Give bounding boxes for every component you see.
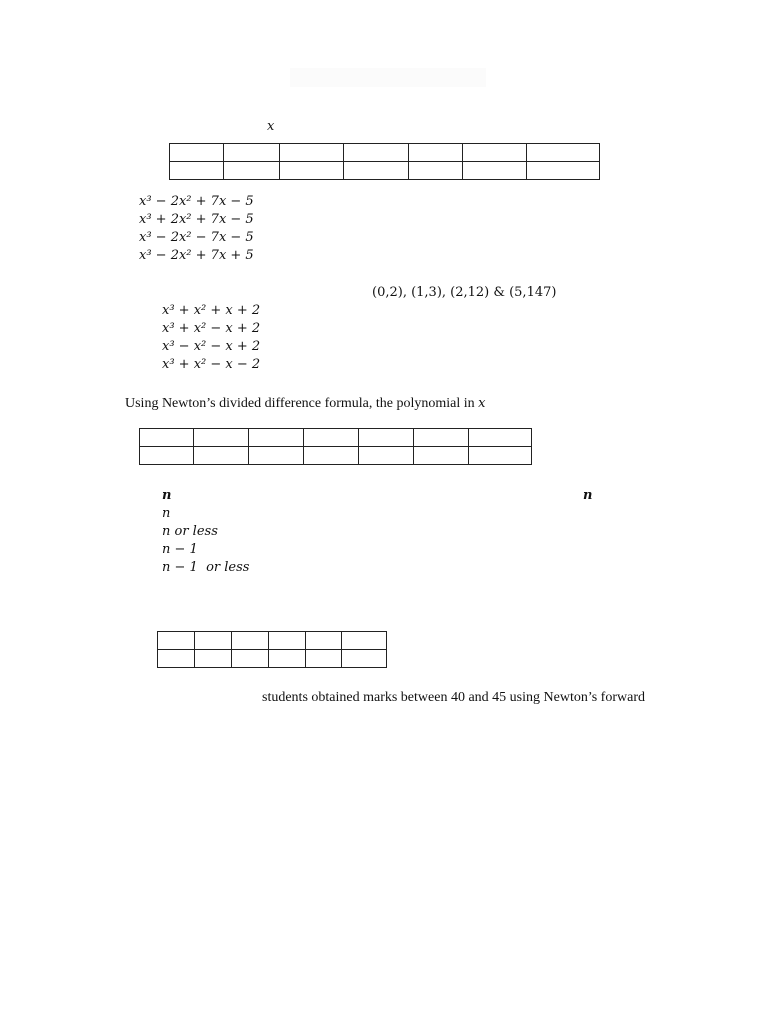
q1-option-c: x³ − 2x² − 7x − 5 (139, 230, 254, 245)
q3-table (139, 428, 532, 465)
q4-right-symbol: n (583, 488, 593, 503)
q4-left-symbol: n (162, 488, 172, 503)
q1-variable: x (267, 119, 275, 134)
q4-option-a: n (162, 506, 171, 521)
q3-stem: Using Newton’s divided difference formula, the polynomial in (125, 396, 479, 411)
q1-option-d: x³ − 2x² + 7x + 5 (139, 248, 254, 263)
table-row (170, 162, 600, 180)
q1-option-b: x³ + 2x² + 7x − 5 (139, 212, 254, 227)
table-row (140, 447, 532, 465)
q2-option-d: x³ + x² − x − 2 (162, 357, 261, 372)
q1-option-a: x³ − 2x² + 7x − 5 (139, 194, 254, 209)
q5-stem: students obtained marks between 40 and 45 using Newton’s forward (262, 690, 645, 705)
q4-option-d: n − 1 or less (162, 560, 250, 575)
table-row (158, 632, 387, 650)
q3-variable: x (478, 396, 486, 411)
q4-option-c: n − 1 (162, 542, 198, 557)
q2-points: (0,2), (1,3), (2,12) & (5,147) (372, 285, 557, 300)
table-row (170, 144, 600, 162)
q2-option-a: x³ + x² + x + 2 (162, 303, 261, 318)
title-placeholder (290, 68, 486, 87)
q3-stem-line (125, 395, 486, 413)
q4-option-b: n or less (162, 524, 218, 539)
q2-option-b: x³ + x² − x + 2 (162, 321, 261, 336)
table-row (158, 650, 387, 668)
q1-table (169, 143, 600, 180)
q5-table (157, 631, 387, 668)
q2-option-c: x³ − x² − x + 2 (162, 339, 261, 354)
table-row (140, 429, 532, 447)
